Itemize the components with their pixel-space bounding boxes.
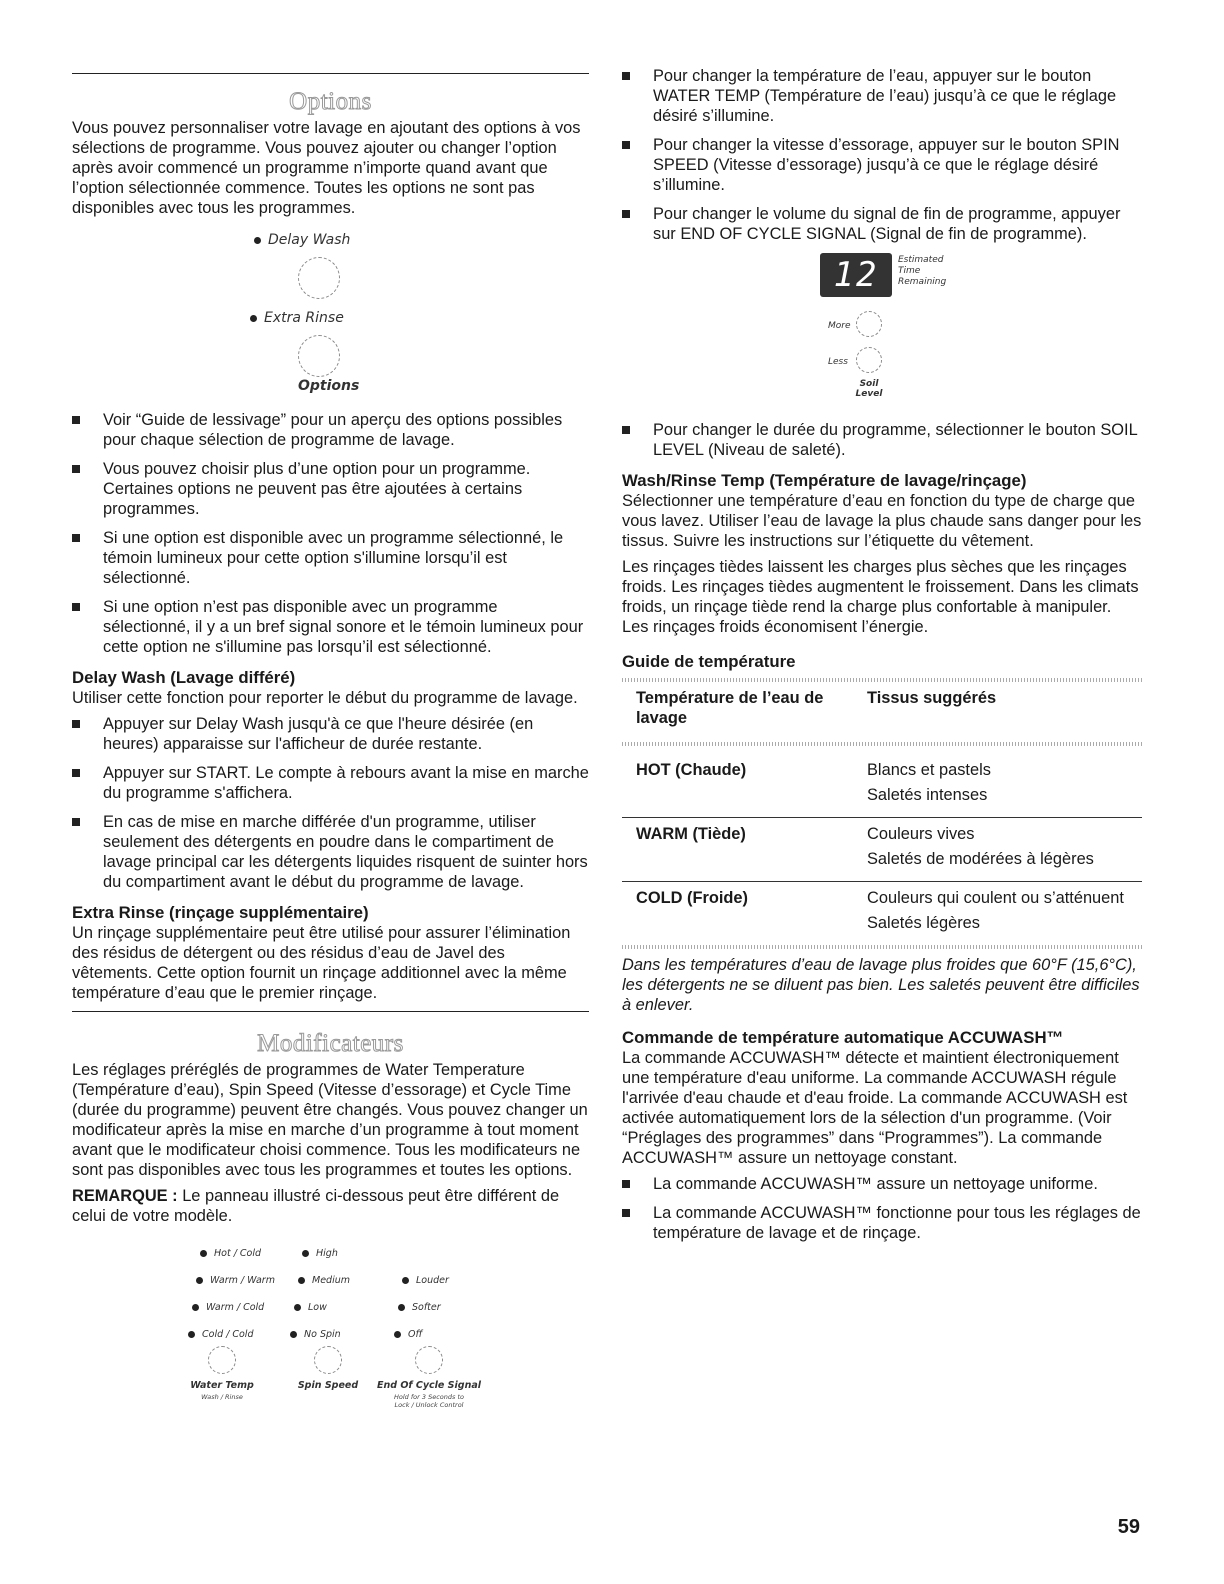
delay-wash-bullets — [72, 714, 589, 892]
list-item: Pour changer le volume du signal de fin de programme, appuyer sur END OF CYCLE SIGNAL (Signal de fin de programme). — [622, 204, 1142, 244]
water-temp-button[interactable] — [208, 1346, 236, 1374]
list-item: Si une option n’est pas disponible avec un programme sélectionné, il y a un bref signal sonore et le témoin lumineux pour cette option ne s'illumine pas lorsqu’il est sélectionné. — [72, 597, 589, 657]
delay-wash-heading: Delay Wash (Lavage différé) — [72, 668, 296, 687]
water-temp-caption: Water Temp — [190, 1380, 254, 1391]
bullet-icon — [72, 416, 80, 424]
indicator-dot-icon — [298, 1277, 305, 1284]
signal-option: Louder — [402, 1275, 449, 1286]
spin-speed-option: Medium — [298, 1275, 350, 1286]
indicator-dot-icon — [254, 237, 261, 244]
list-item: Si une option est disponible avec un programme sélectionné, le témoin lumineux pour cette option s'illumine lorsqu’il est sélectionné. — [72, 528, 589, 588]
table-header-temp: Température de l’eau de lavage — [636, 689, 824, 727]
delay-wash-label: Delay Wash — [254, 232, 350, 248]
more-label: More — [828, 321, 851, 331]
indicator-dot-icon — [250, 315, 257, 322]
signal-subcaption-1: Hold for 3 Seconds to — [394, 1393, 464, 1401]
signal-subcaption-2: Lock / Unlock Control — [394, 1401, 464, 1409]
wash-rinse-p1: Sélectionner une température d’eau en fonction du type de charge que vous lavez. Utiliser l’eau de lavage la plus chaude sans danger pour les tissus. Suivre les instructions sur l’étiquette du vêtement. — [622, 492, 1142, 550]
options-bullets — [72, 410, 589, 657]
spin-speed-option: No Spin — [290, 1329, 341, 1340]
extra-rinse-heading: Extra Rinse (rinçage supplémentaire) — [72, 903, 369, 922]
water-temp-subcaption: Wash / Rinse — [201, 1393, 243, 1401]
less-label: Less — [828, 357, 848, 367]
bullet-icon — [622, 1180, 630, 1188]
accuwash-text: La commande ACCUWASH™ détecte et maintient électroniquement une température d'eau uniforme. La commande ACCUWASH régule l'arrivée d'eau chaude et d'eau froide. La commande ACCUWASH est activée automatiquement lors de la sélection d'un programme. (Voir “Préglages des programmes” dans “Programmes”). La commande ACCUWASH™ assure un nettoyage constant. — [622, 1049, 1128, 1167]
delay-wash-text: Utiliser cette fonction pour reporter le début du programme de lavage. — [72, 689, 578, 707]
soil-less-button[interactable] — [856, 347, 882, 373]
table-cell-fabrics: Couleurs qui coulent ou s’atténuent Saletés légères — [867, 889, 1124, 932]
options-title: Options — [289, 88, 372, 115]
indicator-dot-icon — [196, 1277, 203, 1284]
table-divider — [622, 678, 1142, 682]
water-temp-option: Hot / Cold — [200, 1248, 261, 1259]
modifier-bullets — [622, 66, 1142, 244]
soil-level-caption: Soil Level — [855, 379, 883, 399]
options-caption: Options — [298, 378, 360, 394]
bullet-icon — [622, 141, 630, 149]
table-cell-temp: HOT (Chaude) — [636, 761, 747, 779]
signal-caption: End Of Cycle Signal — [376, 1380, 481, 1391]
guide-note: Dans les températures d’eau de lavage plus froides que 60°F (15,6°C), les détergents ne se diluent pas bien. Les saletés peuvent être difficiles à enlever. — [622, 956, 1140, 1014]
bullet-icon — [72, 603, 80, 611]
temperature-guide-table — [622, 688, 1142, 728]
indicator-dot-icon — [200, 1250, 207, 1257]
bullet-icon — [622, 426, 630, 434]
list-item: Pour changer la vitesse d’essorage, appuyer sur le bouton SPIN SPEED (Vitesse d’essorage) jusqu’à ce que le réglage désiré s’illumine. — [622, 135, 1142, 195]
signal-option: Off — [394, 1329, 422, 1340]
temperature-guide-rows — [622, 752, 1142, 933]
spin-speed-caption: Spin Speed — [297, 1380, 359, 1391]
table-cell-temp: COLD (Froide) — [636, 889, 748, 907]
modifiers-text: Les réglages préréglés de programmes de Water Temperature (Température d’eau), Spin Speed (Vitesse d’essorage) et Cycle Time (durée du programme) peuvent être changés. Vous pouvez changer un modificateur après la mise en marche d’un programme à tout moment avant que le modificateur choisi commence. Tous les modificateurs ne sont pas disponibles avec tous les programmes et toutes les options. — [72, 1061, 588, 1179]
table-row — [622, 882, 1142, 933]
guide-heading: Guide de température — [622, 652, 796, 671]
wash-rinse-heading: Wash/Rinse Temp (Température de lavage/rinçage) — [622, 471, 1027, 490]
table-header-row — [622, 688, 1142, 728]
indicator-dot-icon — [302, 1250, 309, 1257]
bullet-icon — [622, 210, 630, 218]
time-remaining-display: 12 — [820, 253, 892, 297]
indicator-dot-icon — [394, 1331, 401, 1338]
bullet-icon — [72, 769, 80, 777]
table-row — [622, 818, 1142, 869]
mid-rule-left — [72, 1011, 589, 1012]
bullet-icon — [72, 818, 80, 826]
water-temp-option: Cold / Cold — [188, 1329, 253, 1340]
spin-speed-button[interactable] — [314, 1346, 342, 1374]
signal-option: Softer — [398, 1302, 441, 1313]
options-figure — [72, 224, 589, 394]
soil-bullets — [622, 420, 1142, 460]
indicator-dot-icon — [188, 1331, 195, 1338]
indicator-dot-icon — [192, 1304, 199, 1311]
delay-wash-button[interactable] — [298, 257, 340, 299]
indicator-dot-icon — [294, 1304, 301, 1311]
spin-speed-option: Low — [294, 1302, 327, 1313]
list-item: Pour changer le durée du programme, sélectionner le bouton SOIL LEVEL (Niveau de saleté). — [622, 420, 1142, 460]
wash-rinse-p2: Les rinçages tièdes laissent les charges plus sèches que les rinçages froids. Les rinçages tièdes augmentent le froissement. Dans les climats froids, un rinçage tiède rend la charge plus confortable à manipuler. Les rinçages froids économisent l’énergie. — [622, 558, 1139, 636]
water-temp-option: Warm / Warm — [196, 1275, 275, 1286]
soil-level-figure — [622, 253, 1142, 408]
left-column — [72, 62, 589, 1410]
bullet-icon — [72, 534, 80, 542]
extra-rinse-button[interactable] — [298, 335, 340, 377]
indicator-dot-icon — [398, 1304, 405, 1311]
modifiers-title: Modificateurs — [257, 1030, 404, 1057]
list-item: En cas de mise en marche différée d'un programme, utiliser seulement des détergents en poudre dans le compartiment de lavage principal car les détergents liquides risquent de suinter hors du compartiment avant le début du programme de lavage. — [72, 812, 589, 892]
accuwash-bullets — [622, 1174, 1142, 1243]
table-cell-fabrics: Couleurs vives Saletés de modérées à légères — [867, 825, 1094, 868]
indicator-dot-icon — [290, 1331, 297, 1338]
list-item: Appuyer sur START. Le compte à rebours avant la mise en marche du programme s'affichera. — [72, 763, 589, 803]
list-item: La commande ACCUWASH™ assure un nettoyage uniforme. — [622, 1174, 1142, 1194]
top-rule-left — [72, 73, 589, 74]
bullet-icon — [72, 465, 80, 473]
table-divider — [622, 742, 1142, 746]
modifiers-panel-figure — [72, 1238, 589, 1410]
extra-rinse-label: Extra Rinse — [250, 310, 344, 326]
list-item: Appuyer sur Delay Wash jusqu'à ce que l'heure désirée (en heures) apparaisse sur l'afficheur de durée restante. — [72, 714, 589, 754]
bullet-icon — [622, 72, 630, 80]
table-cell-temp: WARM (Tiède) — [636, 825, 746, 843]
modifiers-note: REMARQUE : Le panneau illustré ci-dessous peut être différent de celui de votre modèle. — [72, 1187, 560, 1225]
list-item: Voir “Guide de lessivage” pour un aperçu des options possibles pour chaque sélection de programme de lavage. — [72, 410, 589, 450]
end-of-cycle-signal-button[interactable] — [415, 1346, 443, 1374]
spin-speed-option: High — [302, 1248, 338, 1259]
bullet-icon — [622, 1209, 630, 1217]
table-divider — [622, 945, 1142, 949]
water-temp-option: Warm / Cold — [192, 1302, 264, 1313]
accuwash-heading: Commande de température automatique ACCUWASH™ — [622, 1028, 1064, 1047]
right-column — [622, 62, 1142, 1252]
extra-rinse-text: Un rinçage supplémentaire peut être utilisé pour assurer l’élimination des résidus de détergent ou des résidus d’eau de Javel des vêtements. Cette option fournit un rinçage additionnel avec la même température d’eau que le premier rinçage. — [72, 924, 571, 1002]
table-header-fabrics: Tissus suggérés — [867, 689, 997, 707]
page-number: 59 — [1117, 1516, 1140, 1538]
indicator-dot-icon — [402, 1277, 409, 1284]
table-row — [622, 752, 1142, 805]
soil-more-button[interactable] — [856, 311, 882, 337]
table-cell-fabrics: Blancs et pastels Saletés intenses — [867, 761, 991, 804]
list-item: La commande ACCUWASH™ fonctionne pour tous les réglages de température de lavage et de rinçage. — [622, 1203, 1142, 1243]
bullet-icon — [72, 720, 80, 728]
list-item: Pour changer la température de l’eau, appuyer sur le bouton WATER TEMP (Température de l’eau) jusqu’à ce que le réglage désiré s’illumine. — [622, 66, 1142, 126]
options-intro: Vous pouvez personnaliser votre lavage en ajoutant des options à vos sélections de programme. Vous pouvez ajouter ou changer l’option après avoir commencé un programme n’importe quand avant que l’option sélectionnée commence. Toutes les options ne sont pas disponibles avec tous les programmes. — [72, 119, 581, 217]
estimated-time-label: Estimated Time Remaining — [898, 255, 947, 287]
list-item: Vous pouvez choisir plus d’une option pour un programme. Certaines options ne peuvent pas être ajoutées à certains programmes. — [72, 459, 589, 519]
